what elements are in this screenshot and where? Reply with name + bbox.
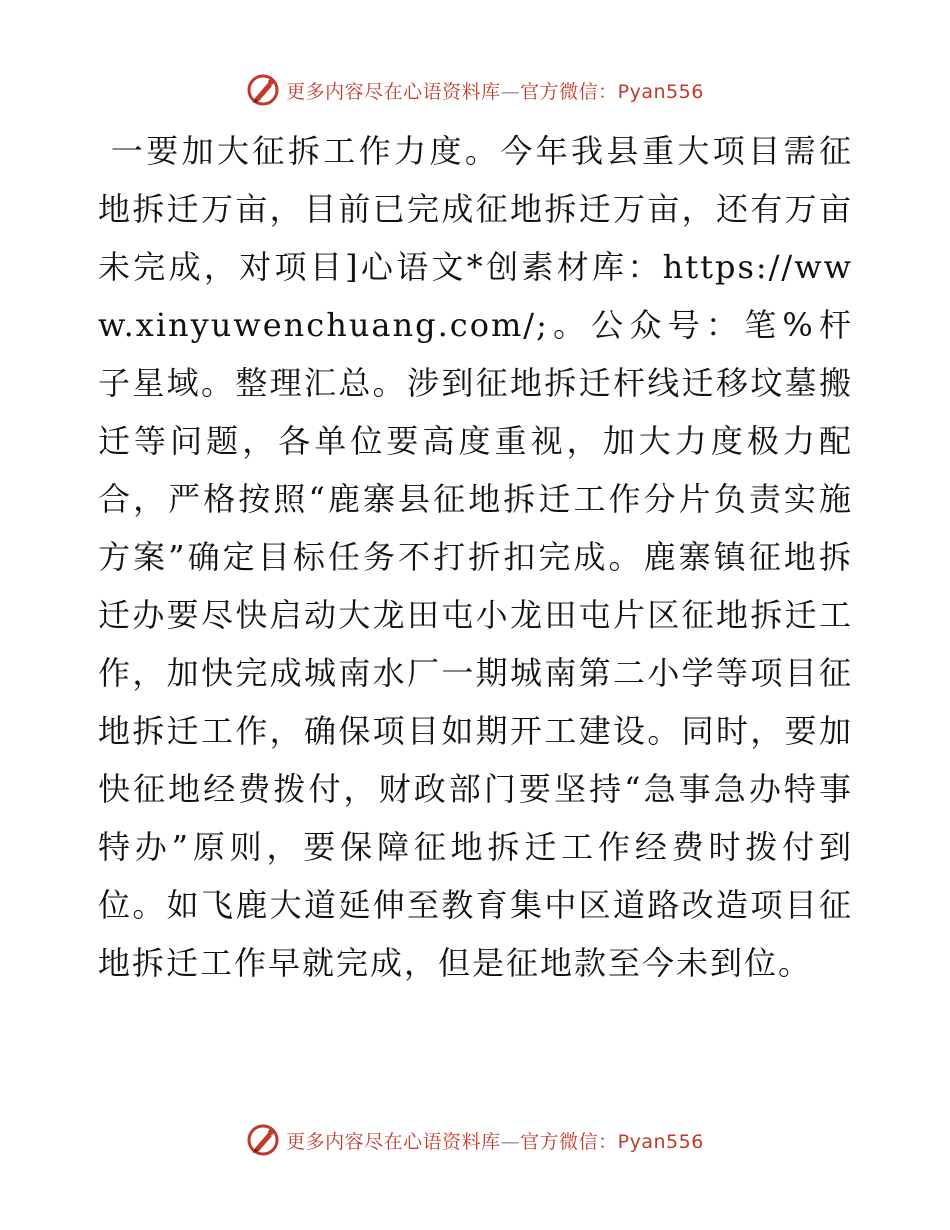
header-banner-text [286, 77, 704, 104]
document-body [98, 122, 853, 992]
red-pen-circle-logo-icon [246, 73, 280, 107]
header-site-name: 更多内容尽在心语资料库 [286, 80, 501, 103]
footer-wechat-id: 官方微信：Pyan556 [520, 1130, 704, 1153]
footer-site-name: 更多内容尽在心语资料库 [286, 1130, 501, 1153]
body-paragraph: 一要加大征拆工作力度。今年我县重大项目需征地拆迁万亩，目前已完成征地拆迁万亩，还有万亩未完成，对项目]心语文*创素材库：https://www.xinyuwenchuang.com/;。公众号：笔%杆子星域。整理汇总。涉到征地拆迁杆线迁移坟墓搬迁等问题，各单位要高度重视，加大力度极力配合，严格按照“鹿寨县征地拆迁工作分片负责实施方案”确定目标任务不打折扣完成。鹿寨镇征地拆迁办要尽快启动大龙田屯小龙田屯片区征地拆迁工作，加快完成城南水厂一期城南第二小学等项目征地拆迁工作，确保项目如期开工建设。同时，要加快征地经费拨付，财政部门要坚持“急事急办特事特办”原则，要保障征地拆迁工作经费时拨付到位。如飞鹿大道延伸至教育集中区道路改造项目征地拆迁工作早就完成，但是征地款至今未到位。 [98, 132, 853, 982]
footer-banner-text [286, 1127, 704, 1154]
red-pen-circle-logo-icon [246, 1123, 280, 1157]
footer-banner [0, 1120, 950, 1160]
footer-dash: — [500, 1130, 521, 1153]
header-banner [0, 70, 950, 110]
header-dash: — [500, 80, 521, 103]
header-wechat-id: 官方微信：Pyan556 [520, 80, 704, 103]
